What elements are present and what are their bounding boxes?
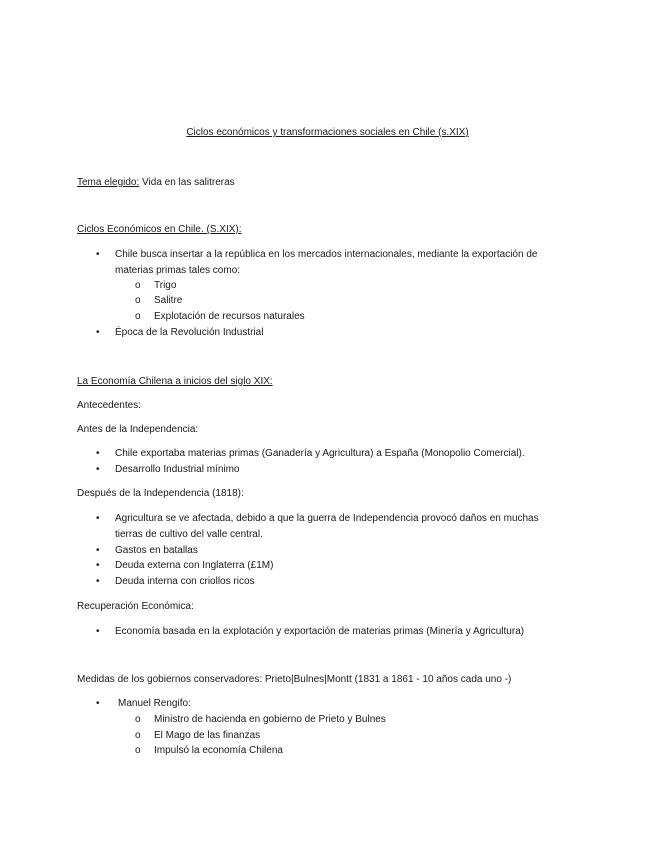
antecedentes-label: Antecedentes: — [77, 400, 141, 411]
sub-marker: o — [135, 311, 141, 322]
tema-label: Tema elegido: — [77, 177, 140, 188]
sub-marker: o — [135, 745, 141, 756]
despues-item: Gastos en batallas — [115, 545, 198, 556]
bullet-marker: • — [96, 327, 100, 338]
bullet-marker: • — [96, 560, 100, 571]
sub-marker: o — [135, 280, 141, 291]
ciclos-bullet-2: Época de la Revolución Industrial — [115, 327, 264, 338]
medidas-sub-item: Ministro de hacienda en gobierno de Prieto y Bulnes — [154, 714, 386, 725]
tema-value: Vida en las salitreras — [139, 177, 235, 188]
medidas-person: Manuel Rengifo: — [118, 698, 191, 709]
despues-item: Deuda externa con Inglaterra (£1M) — [115, 560, 274, 571]
document-title: Ciclos económicos y transformaciones sociales en Chile (s.XIX) — [186, 127, 469, 138]
despues-label: Después de la Independencia (1818): — [77, 488, 244, 499]
ciclos-sub-item: Trigo — [154, 280, 177, 291]
ciclos-sub-item: Explotación de recursos naturales — [154, 311, 305, 322]
medidas-heading: Medidas de los gobiernos conservadores: Prieto|Bulnes|Montt (1831 a 1861 - 10 años cada uno -) — [77, 674, 512, 685]
despues-item: Deuda interna con criollos ricos — [115, 576, 255, 587]
medidas-sub-item: El Mago de las finanzas — [154, 730, 261, 741]
ciclos-bullet-1-line-1: Chile busca insertar a la república en los mercados internacionales, mediante la exportación de — [115, 249, 538, 260]
despues-item-1-line-2: tierras de cultivo del valle central. — [115, 529, 263, 540]
bullet-marker: • — [96, 513, 100, 524]
bullet-marker: • — [96, 626, 100, 637]
bullet-marker: • — [96, 576, 100, 587]
bullet-marker: • — [96, 448, 100, 459]
sub-marker: o — [135, 714, 141, 725]
bullet-marker: • — [96, 545, 100, 556]
tema-line — [77, 176, 235, 190]
antes-item: Chile exportaba materias primas (Ganadería y Agricultura) a España (Monopolio Comercial). — [115, 448, 525, 459]
sub-marker: o — [135, 730, 141, 741]
ciclos-bullet-1-line-2: materias primas tales como: — [115, 265, 241, 276]
recuperacion-item: Economía basada en la explotación y exportación de materias primas (Minería y Agricultura) — [115, 626, 525, 637]
bullet-marker: • — [96, 698, 100, 709]
sub-marker: o — [135, 295, 141, 306]
bullet-marker: • — [96, 464, 100, 475]
antes-item: Desarrollo Industrial mínimo — [115, 464, 240, 475]
despues-item-1-line-1: Agricultura se ve afectada, debido a que la guerra de Independencia provocó daños en muchas — [115, 513, 539, 524]
recuperacion-label: Recuperación Económica: — [77, 601, 194, 612]
bullet-marker: • — [96, 249, 100, 260]
ciclos-heading: Ciclos Económicos en Chile. (S.XIX): — [77, 224, 242, 235]
antes-label: Antes de la Independencia: — [77, 424, 199, 435]
economia-heading: La Economía Chilena a inicios del siglo XIX: — [77, 376, 273, 387]
medidas-sub-item: Impulsó la economía Chilena — [154, 745, 283, 756]
ciclos-sub-item: Salitre — [154, 295, 183, 306]
